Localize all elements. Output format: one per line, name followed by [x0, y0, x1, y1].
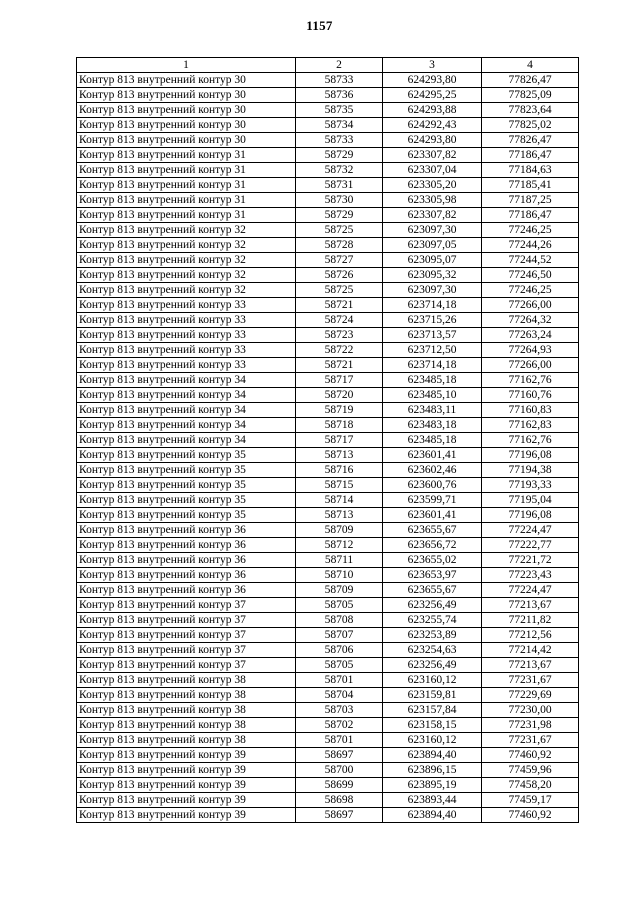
table-row — [77, 748, 579, 763]
table-row — [77, 238, 579, 253]
point-number-cell: 58712 — [296, 538, 383, 553]
table-row — [77, 148, 579, 163]
table-header — [77, 58, 579, 73]
y-coordinate-cell: 77162,76 — [482, 373, 579, 388]
x-coordinate-cell: 623655,67 — [383, 583, 482, 598]
point-number-cell: 58709 — [296, 583, 383, 598]
point-number-cell: 58697 — [296, 748, 383, 763]
y-coordinate-cell: 77230,00 — [482, 703, 579, 718]
table-row — [77, 88, 579, 103]
x-coordinate-cell: 623307,82 — [383, 148, 482, 163]
contour-name-cell: Контур 813 внутренний контур 30 — [77, 133, 296, 148]
x-coordinate-cell: 623160,12 — [383, 733, 482, 748]
table-row — [77, 733, 579, 748]
table-body — [77, 73, 579, 823]
point-number-cell: 58721 — [296, 358, 383, 373]
x-coordinate-cell: 623893,44 — [383, 793, 482, 808]
header-col-1: 1 — [77, 58, 296, 73]
point-number-cell: 58719 — [296, 403, 383, 418]
contour-name-cell: Контур 813 внутренний контур 37 — [77, 598, 296, 613]
x-coordinate-cell: 623255,74 — [383, 613, 482, 628]
table-row — [77, 298, 579, 313]
point-number-cell: 58733 — [296, 73, 383, 88]
contour-name-cell: Контур 813 внутренний контур 35 — [77, 463, 296, 478]
table-row — [77, 163, 579, 178]
y-coordinate-cell: 77221,72 — [482, 553, 579, 568]
point-number-cell: 58701 — [296, 673, 383, 688]
table-row — [77, 403, 579, 418]
x-coordinate-cell: 623600,76 — [383, 478, 482, 493]
x-coordinate-cell: 623599,71 — [383, 493, 482, 508]
table-row — [77, 568, 579, 583]
y-coordinate-cell: 77266,00 — [482, 358, 579, 373]
point-number-cell: 58730 — [296, 193, 383, 208]
table-row — [77, 133, 579, 148]
y-coordinate-cell: 77246,25 — [482, 223, 579, 238]
x-coordinate-cell: 623095,07 — [383, 253, 482, 268]
contour-name-cell: Контур 813 внутренний контур 37 — [77, 658, 296, 673]
y-coordinate-cell: 77184,63 — [482, 163, 579, 178]
x-coordinate-cell: 623602,46 — [383, 463, 482, 478]
point-number-cell: 58702 — [296, 718, 383, 733]
table-row — [77, 313, 579, 328]
point-number-cell: 58728 — [296, 238, 383, 253]
point-number-cell: 58703 — [296, 703, 383, 718]
point-number-cell: 58720 — [296, 388, 383, 403]
table-row — [77, 808, 579, 823]
y-coordinate-cell: 77246,25 — [482, 283, 579, 298]
x-coordinate-cell: 623894,40 — [383, 808, 482, 823]
y-coordinate-cell: 77825,02 — [482, 118, 579, 133]
point-number-cell: 58718 — [296, 418, 383, 433]
table-row — [77, 658, 579, 673]
table-row — [77, 508, 579, 523]
contour-name-cell: Контур 813 внутренний контур 32 — [77, 253, 296, 268]
point-number-cell: 58699 — [296, 778, 383, 793]
contour-name-cell: Контур 813 внутренний контур 32 — [77, 223, 296, 238]
x-coordinate-cell: 623895,19 — [383, 778, 482, 793]
contour-name-cell: Контур 813 внутренний контур 38 — [77, 688, 296, 703]
contour-name-cell: Контур 813 внутренний контур 30 — [77, 88, 296, 103]
y-coordinate-cell: 77187,25 — [482, 193, 579, 208]
y-coordinate-cell: 77246,50 — [482, 268, 579, 283]
y-coordinate-cell: 77458,20 — [482, 778, 579, 793]
table-row — [77, 208, 579, 223]
contour-name-cell: Контур 813 внутренний контур 30 — [77, 73, 296, 88]
table-row — [77, 553, 579, 568]
contour-name-cell: Контур 813 внутренний контур 33 — [77, 358, 296, 373]
contour-name-cell: Контур 813 внутренний контур 32 — [77, 268, 296, 283]
point-number-cell: 58731 — [296, 178, 383, 193]
x-coordinate-cell: 623485,10 — [383, 388, 482, 403]
table-row — [77, 433, 579, 448]
x-coordinate-cell: 623305,20 — [383, 178, 482, 193]
x-coordinate-cell: 623253,89 — [383, 628, 482, 643]
x-coordinate-cell: 623157,84 — [383, 703, 482, 718]
point-number-cell: 58734 — [296, 118, 383, 133]
contour-name-cell: Контур 813 внутренний контур 39 — [77, 793, 296, 808]
table-row — [77, 493, 579, 508]
table-row — [77, 688, 579, 703]
coordinates-table — [76, 57, 579, 823]
x-coordinate-cell: 623601,41 — [383, 448, 482, 463]
y-coordinate-cell: 77224,47 — [482, 583, 579, 598]
point-number-cell: 58697 — [296, 808, 383, 823]
table-row — [77, 388, 579, 403]
x-coordinate-cell: 623159,81 — [383, 688, 482, 703]
contour-name-cell: Контур 813 внутренний контур 31 — [77, 163, 296, 178]
y-coordinate-cell: 77264,32 — [482, 313, 579, 328]
table-row — [77, 373, 579, 388]
contour-name-cell: Контур 813 внутренний контур 35 — [77, 478, 296, 493]
x-coordinate-cell: 623714,18 — [383, 298, 482, 313]
contour-name-cell: Контур 813 внутренний контур 37 — [77, 613, 296, 628]
table-row — [77, 358, 579, 373]
table-row — [77, 283, 579, 298]
y-coordinate-cell: 77231,98 — [482, 718, 579, 733]
table-row — [77, 523, 579, 538]
table-row — [77, 718, 579, 733]
y-coordinate-cell: 77186,47 — [482, 208, 579, 223]
point-number-cell: 58724 — [296, 313, 383, 328]
point-number-cell: 58705 — [296, 598, 383, 613]
y-coordinate-cell: 77213,67 — [482, 658, 579, 673]
x-coordinate-cell: 623097,30 — [383, 223, 482, 238]
table-row — [77, 778, 579, 793]
y-coordinate-cell: 77231,67 — [482, 673, 579, 688]
contour-name-cell: Контур 813 внутренний контур 34 — [77, 418, 296, 433]
x-coordinate-cell: 623714,18 — [383, 358, 482, 373]
point-number-cell: 58716 — [296, 463, 383, 478]
contour-name-cell: Контур 813 внутренний контур 39 — [77, 763, 296, 778]
y-coordinate-cell: 77160,76 — [482, 388, 579, 403]
table-row — [77, 253, 579, 268]
contour-name-cell: Контур 813 внутренний контур 36 — [77, 538, 296, 553]
x-coordinate-cell: 624293,88 — [383, 103, 482, 118]
x-coordinate-cell: 623485,18 — [383, 373, 482, 388]
x-coordinate-cell: 624295,25 — [383, 88, 482, 103]
y-coordinate-cell: 77460,92 — [482, 748, 579, 763]
point-number-cell: 58714 — [296, 493, 383, 508]
header-col-4: 4 — [482, 58, 579, 73]
contour-name-cell: Контур 813 внутренний контур 34 — [77, 433, 296, 448]
contour-name-cell: Контур 813 внутренний контур 31 — [77, 208, 296, 223]
y-coordinate-cell: 77194,38 — [482, 463, 579, 478]
header-row — [77, 58, 579, 73]
header-col-2: 2 — [296, 58, 383, 73]
contour-name-cell: Контур 813 внутренний контур 34 — [77, 388, 296, 403]
contour-name-cell: Контур 813 внутренний контур 37 — [77, 643, 296, 658]
y-coordinate-cell: 77195,04 — [482, 493, 579, 508]
contour-name-cell: Контур 813 внутренний контур 36 — [77, 553, 296, 568]
y-coordinate-cell: 77212,56 — [482, 628, 579, 643]
x-coordinate-cell: 623095,32 — [383, 268, 482, 283]
point-number-cell: 58704 — [296, 688, 383, 703]
point-number-cell: 58705 — [296, 658, 383, 673]
point-number-cell: 58725 — [296, 223, 383, 238]
y-coordinate-cell: 77214,42 — [482, 643, 579, 658]
point-number-cell: 58732 — [296, 163, 383, 178]
point-number-cell: 58706 — [296, 643, 383, 658]
y-coordinate-cell: 77193,33 — [482, 478, 579, 493]
point-number-cell: 58721 — [296, 298, 383, 313]
point-number-cell: 58727 — [296, 253, 383, 268]
table-row — [77, 448, 579, 463]
contour-name-cell: Контур 813 внутренний контур 38 — [77, 673, 296, 688]
table-row — [77, 73, 579, 88]
table-row — [77, 703, 579, 718]
contour-name-cell: Контур 813 внутренний контур 36 — [77, 523, 296, 538]
contour-name-cell: Контур 813 внутренний контур 33 — [77, 328, 296, 343]
table-row — [77, 118, 579, 133]
y-coordinate-cell: 77213,67 — [482, 598, 579, 613]
contour-name-cell: Контур 813 внутренний контур 31 — [77, 178, 296, 193]
point-number-cell: 58707 — [296, 628, 383, 643]
table-row — [77, 643, 579, 658]
table-row — [77, 343, 579, 358]
contour-name-cell: Контур 813 внутренний контур 36 — [77, 568, 296, 583]
x-coordinate-cell: 623601,41 — [383, 508, 482, 523]
y-coordinate-cell: 77224,47 — [482, 523, 579, 538]
contour-name-cell: Контур 813 внутренний контур 30 — [77, 118, 296, 133]
x-coordinate-cell: 623305,98 — [383, 193, 482, 208]
contour-name-cell: Контур 813 внутренний контур 33 — [77, 313, 296, 328]
point-number-cell: 58713 — [296, 508, 383, 523]
table-row — [77, 418, 579, 433]
point-number-cell: 58722 — [296, 343, 383, 358]
table-row — [77, 478, 579, 493]
y-coordinate-cell: 77196,08 — [482, 448, 579, 463]
x-coordinate-cell: 623307,04 — [383, 163, 482, 178]
point-number-cell: 58700 — [296, 763, 383, 778]
y-coordinate-cell: 77823,64 — [482, 103, 579, 118]
y-coordinate-cell: 77266,00 — [482, 298, 579, 313]
table-row — [77, 328, 579, 343]
point-number-cell: 58715 — [296, 478, 383, 493]
x-coordinate-cell: 623715,26 — [383, 313, 482, 328]
y-coordinate-cell: 77459,96 — [482, 763, 579, 778]
contour-name-cell: Контур 813 внутренний контур 38 — [77, 718, 296, 733]
point-number-cell: 58729 — [296, 208, 383, 223]
y-coordinate-cell: 77160,83 — [482, 403, 579, 418]
contour-name-cell: Контур 813 внутренний контур 33 — [77, 343, 296, 358]
y-coordinate-cell: 77211,82 — [482, 613, 579, 628]
point-number-cell: 58713 — [296, 448, 383, 463]
contour-name-cell: Контур 813 внутренний контур 31 — [77, 148, 296, 163]
table-row — [77, 613, 579, 628]
point-number-cell: 58726 — [296, 268, 383, 283]
y-coordinate-cell: 77162,76 — [482, 433, 579, 448]
header-col-3: 3 — [383, 58, 482, 73]
contour-name-cell: Контур 813 внутренний контур 32 — [77, 283, 296, 298]
y-coordinate-cell: 77459,17 — [482, 793, 579, 808]
point-number-cell: 58725 — [296, 283, 383, 298]
x-coordinate-cell: 624293,80 — [383, 73, 482, 88]
x-coordinate-cell: 623713,57 — [383, 328, 482, 343]
contour-name-cell: Контур 813 внутренний контур 35 — [77, 448, 296, 463]
table-row — [77, 538, 579, 553]
x-coordinate-cell: 623307,82 — [383, 208, 482, 223]
x-coordinate-cell: 623254,63 — [383, 643, 482, 658]
point-number-cell: 58717 — [296, 433, 383, 448]
point-number-cell: 58735 — [296, 103, 383, 118]
y-coordinate-cell: 77263,24 — [482, 328, 579, 343]
y-coordinate-cell: 77244,52 — [482, 253, 579, 268]
y-coordinate-cell: 77185,41 — [482, 178, 579, 193]
contour-name-cell: Контур 813 внутренний контур 34 — [77, 373, 296, 388]
point-number-cell: 58710 — [296, 568, 383, 583]
x-coordinate-cell: 623097,05 — [383, 238, 482, 253]
contour-name-cell: Контур 813 внутренний контур 35 — [77, 493, 296, 508]
table-row — [77, 583, 579, 598]
table-row — [77, 463, 579, 478]
x-coordinate-cell: 623256,49 — [383, 658, 482, 673]
point-number-cell: 58709 — [296, 523, 383, 538]
x-coordinate-cell: 624292,43 — [383, 118, 482, 133]
x-coordinate-cell: 623655,67 — [383, 523, 482, 538]
x-coordinate-cell: 623656,72 — [383, 538, 482, 553]
x-coordinate-cell: 623712,50 — [383, 343, 482, 358]
point-number-cell: 58717 — [296, 373, 383, 388]
table-row — [77, 628, 579, 643]
point-number-cell: 58708 — [296, 613, 383, 628]
y-coordinate-cell: 77826,47 — [482, 133, 579, 148]
y-coordinate-cell: 77460,92 — [482, 808, 579, 823]
table-row — [77, 193, 579, 208]
contour-name-cell: Контур 813 внутренний контур 38 — [77, 703, 296, 718]
contour-name-cell: Контур 813 внутренний контур 30 — [77, 103, 296, 118]
contour-name-cell: Контур 813 внутренний контур 38 — [77, 733, 296, 748]
y-coordinate-cell: 77244,26 — [482, 238, 579, 253]
y-coordinate-cell: 77231,67 — [482, 733, 579, 748]
x-coordinate-cell: 623256,49 — [383, 598, 482, 613]
x-coordinate-cell: 623158,15 — [383, 718, 482, 733]
contour-name-cell: Контур 813 внутренний контур 39 — [77, 778, 296, 793]
x-coordinate-cell: 623655,02 — [383, 553, 482, 568]
y-coordinate-cell: 77826,47 — [482, 73, 579, 88]
point-number-cell: 58701 — [296, 733, 383, 748]
table-row — [77, 598, 579, 613]
x-coordinate-cell: 624293,80 — [383, 133, 482, 148]
contour-name-cell: Контур 813 внутренний контур 31 — [77, 193, 296, 208]
contour-name-cell: Контур 813 внутренний контур 36 — [77, 583, 296, 598]
contour-name-cell: Контур 813 внутренний контур 33 — [77, 298, 296, 313]
contour-name-cell: Контур 813 внутренний контур 35 — [77, 508, 296, 523]
point-number-cell: 58733 — [296, 133, 383, 148]
y-coordinate-cell: 77186,47 — [482, 148, 579, 163]
y-coordinate-cell: 77264,93 — [482, 343, 579, 358]
table-row — [77, 223, 579, 238]
contour-name-cell: Контур 813 внутренний контур 32 — [77, 238, 296, 253]
x-coordinate-cell: 623160,12 — [383, 673, 482, 688]
y-coordinate-cell: 77162,83 — [482, 418, 579, 433]
table-row — [77, 763, 579, 778]
x-coordinate-cell: 623653,97 — [383, 568, 482, 583]
x-coordinate-cell: 623097,30 — [383, 283, 482, 298]
point-number-cell: 58711 — [296, 553, 383, 568]
contour-name-cell: Контур 813 внутренний контур 37 — [77, 628, 296, 643]
contour-name-cell: Контур 813 внутренний контур 34 — [77, 403, 296, 418]
x-coordinate-cell: 623483,11 — [383, 403, 482, 418]
y-coordinate-cell: 77223,43 — [482, 568, 579, 583]
table-row — [77, 103, 579, 118]
point-number-cell: 58698 — [296, 793, 383, 808]
page-number: 1157 — [306, 18, 333, 33]
contour-name-cell: Контур 813 внутренний контур 39 — [77, 748, 296, 763]
x-coordinate-cell: 623483,18 — [383, 418, 482, 433]
point-number-cell: 58736 — [296, 88, 383, 103]
x-coordinate-cell: 623896,15 — [383, 763, 482, 778]
table-row — [77, 268, 579, 283]
point-number-cell: 58723 — [296, 328, 383, 343]
y-coordinate-cell: 77825,09 — [482, 88, 579, 103]
y-coordinate-cell: 77222,77 — [482, 538, 579, 553]
y-coordinate-cell: 77229,69 — [482, 688, 579, 703]
x-coordinate-cell: 623485,18 — [383, 433, 482, 448]
table-row — [77, 673, 579, 688]
point-number-cell: 58729 — [296, 148, 383, 163]
contour-name-cell: Контур 813 внутренний контур 39 — [77, 808, 296, 823]
table-row — [77, 793, 579, 808]
y-coordinate-cell: 77196,08 — [482, 508, 579, 523]
table-row — [77, 178, 579, 193]
x-coordinate-cell: 623894,40 — [383, 748, 482, 763]
